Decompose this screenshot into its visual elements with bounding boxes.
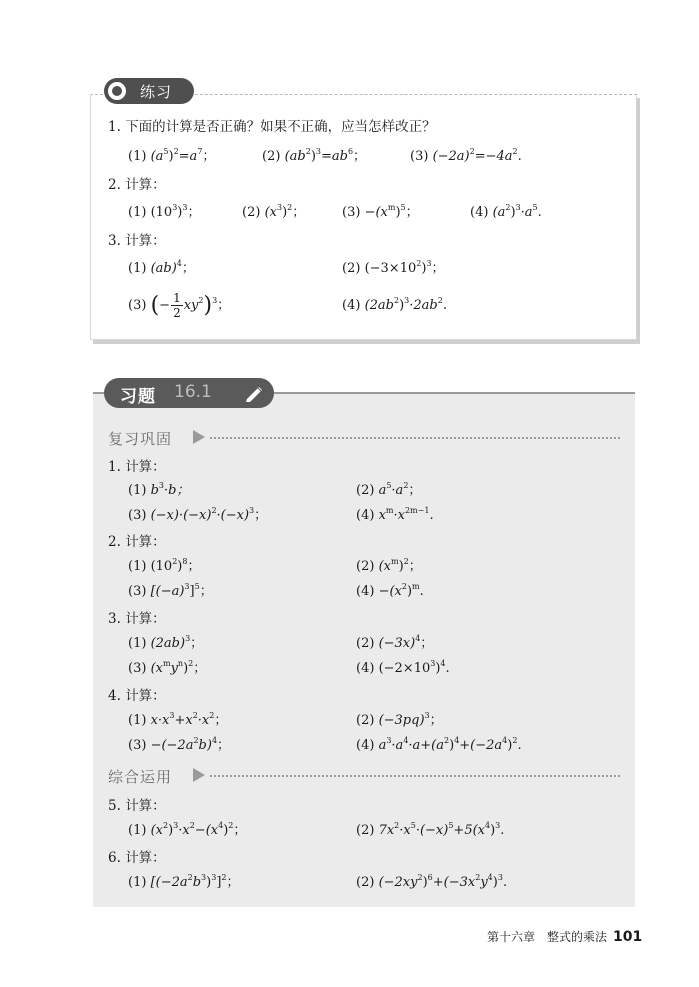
practice-q3-item-2: (2) $(-3\times 10^2)^3$；	[342, 259, 445, 276]
practice-tab	[104, 78, 194, 104]
practice-q1-item-3: (3) $(-2a)^2=-4a^2$.	[410, 147, 522, 164]
page-footer	[487, 928, 642, 945]
problem-2-item-1: (1) $(10^2)^8$；	[128, 557, 201, 574]
problem-3-item-1: (1) $(2ab)^3$；	[128, 634, 204, 651]
problem-1-item-1: (1) $b^3\cdot b$；	[128, 481, 190, 498]
practice-q2-item-1: (1) $(10^3)^3$；	[128, 203, 201, 220]
practice-q3-item-1: (1) (ab)$^4$；	[128, 259, 195, 276]
problem-3-item-3: (3) $(x^my^n)^2$；	[128, 659, 207, 676]
practice-q2-item-3: $(3) -(x^m)^5$；	[342, 203, 419, 220]
problem-5: 5. 计算：	[108, 798, 166, 814]
section-apply-divider	[210, 775, 620, 777]
exercise-number: 16.1	[174, 382, 212, 402]
section-review-divider	[210, 437, 620, 439]
pencil-icon	[244, 384, 264, 402]
problem-4-item-3: $(3) -(-2a^2b)^4$；	[128, 736, 231, 753]
problem-3-item-2: (2) $(-3x)^4$；	[356, 634, 434, 651]
section-review-heading: 复习巩固	[108, 430, 173, 448]
problem-1-item-2: (2) $a^5\cdot a^2$；	[356, 481, 422, 498]
problem-3-item-4: (4) $(-2\times 10^3)^4$.	[356, 659, 450, 676]
problem-4-item-4: (4) $a^3\cdot a^4\cdot a+(a^2)^4+(-2a^4)^2$.	[356, 736, 522, 753]
practice-q1-item-2: (2) $(ab^2)^3=ab^6$；	[262, 147, 367, 164]
problem-2: 2. 计算：	[108, 534, 166, 550]
problem-6-item-2: (2) $(-2xy^2)^6+(-3x^2y^4)^3$.	[356, 873, 508, 890]
problem-3: 3. 计算：	[108, 611, 166, 627]
practice-q3: 3. 计算：	[108, 233, 166, 249]
practice-q1-item-1: (1) $(a^5)^2=a^7$；	[128, 147, 216, 164]
practice-q2-item-2: (2) $(x^3)^2$；	[242, 203, 306, 220]
fraction-half: $\frac{1}{2}$	[173, 291, 181, 320]
problem-2-item-2: (2) $(x^m)^2$；	[356, 557, 422, 574]
problem-1: 1. 计算：	[108, 459, 166, 475]
chapter-title: 第十六章 整式的乘法	[487, 930, 608, 944]
practice-q3-item-3: (3) (− $\frac{1}{2}$ $xy^2)^3$；	[128, 291, 231, 320]
practice-q2-item-4: (4) $(a^2)^3\cdot a^5$.	[470, 203, 542, 220]
exercise-title: 习题	[120, 387, 156, 407]
problem-4-item-2: (2) $(-3pq)^3$；	[356, 711, 443, 728]
problem-1-item-4: (4) $x^m\cdot x^{2m-1}$.	[356, 506, 434, 523]
section-review-arrow-icon	[193, 430, 205, 444]
problem-4: 4. 计算：	[108, 688, 166, 704]
section-apply-heading: 综合运用	[108, 768, 173, 786]
exercise-tab	[104, 378, 274, 408]
practice-q1: 1. 下面的计算是否正确？如果不正确，应当怎样改正？	[108, 119, 436, 135]
practice-q2: 2. 计算：	[108, 177, 166, 193]
practice-q3-item-4: (4) $(2ab^2)^3\cdot 2ab^2$.	[342, 296, 447, 313]
problem-2-item-3: (3) $[(-a)^3]^5$；	[128, 582, 213, 599]
problem-4-item-1: (1) $x\cdot x^3+x^2\cdot x^2$；	[128, 711, 228, 728]
practice-icon	[106, 80, 128, 102]
problem-6-item-1: (1) $[(-2a^2b^3)^3]^2$；	[128, 873, 240, 890]
problem-6: 6. 计算：	[108, 850, 166, 866]
problem-5-item-2: (2) $7x^2\cdot x^5\cdot(-x)^5+5(x^4)^3$.	[356, 821, 505, 838]
practice-title: 练习	[140, 83, 173, 101]
problem-1-item-3: (3) $(-x)\cdot(-x)^2\cdot(-x)^3$；	[128, 506, 268, 523]
page-number: 101	[613, 929, 643, 945]
section-apply-arrow-icon	[193, 768, 205, 782]
problem-5-item-1: (1) $(x^2)^3\cdot x^2-(x^4)^2$；	[128, 821, 247, 838]
problem-2-item-4: $(4) -(x^2)^m$.	[356, 582, 424, 599]
